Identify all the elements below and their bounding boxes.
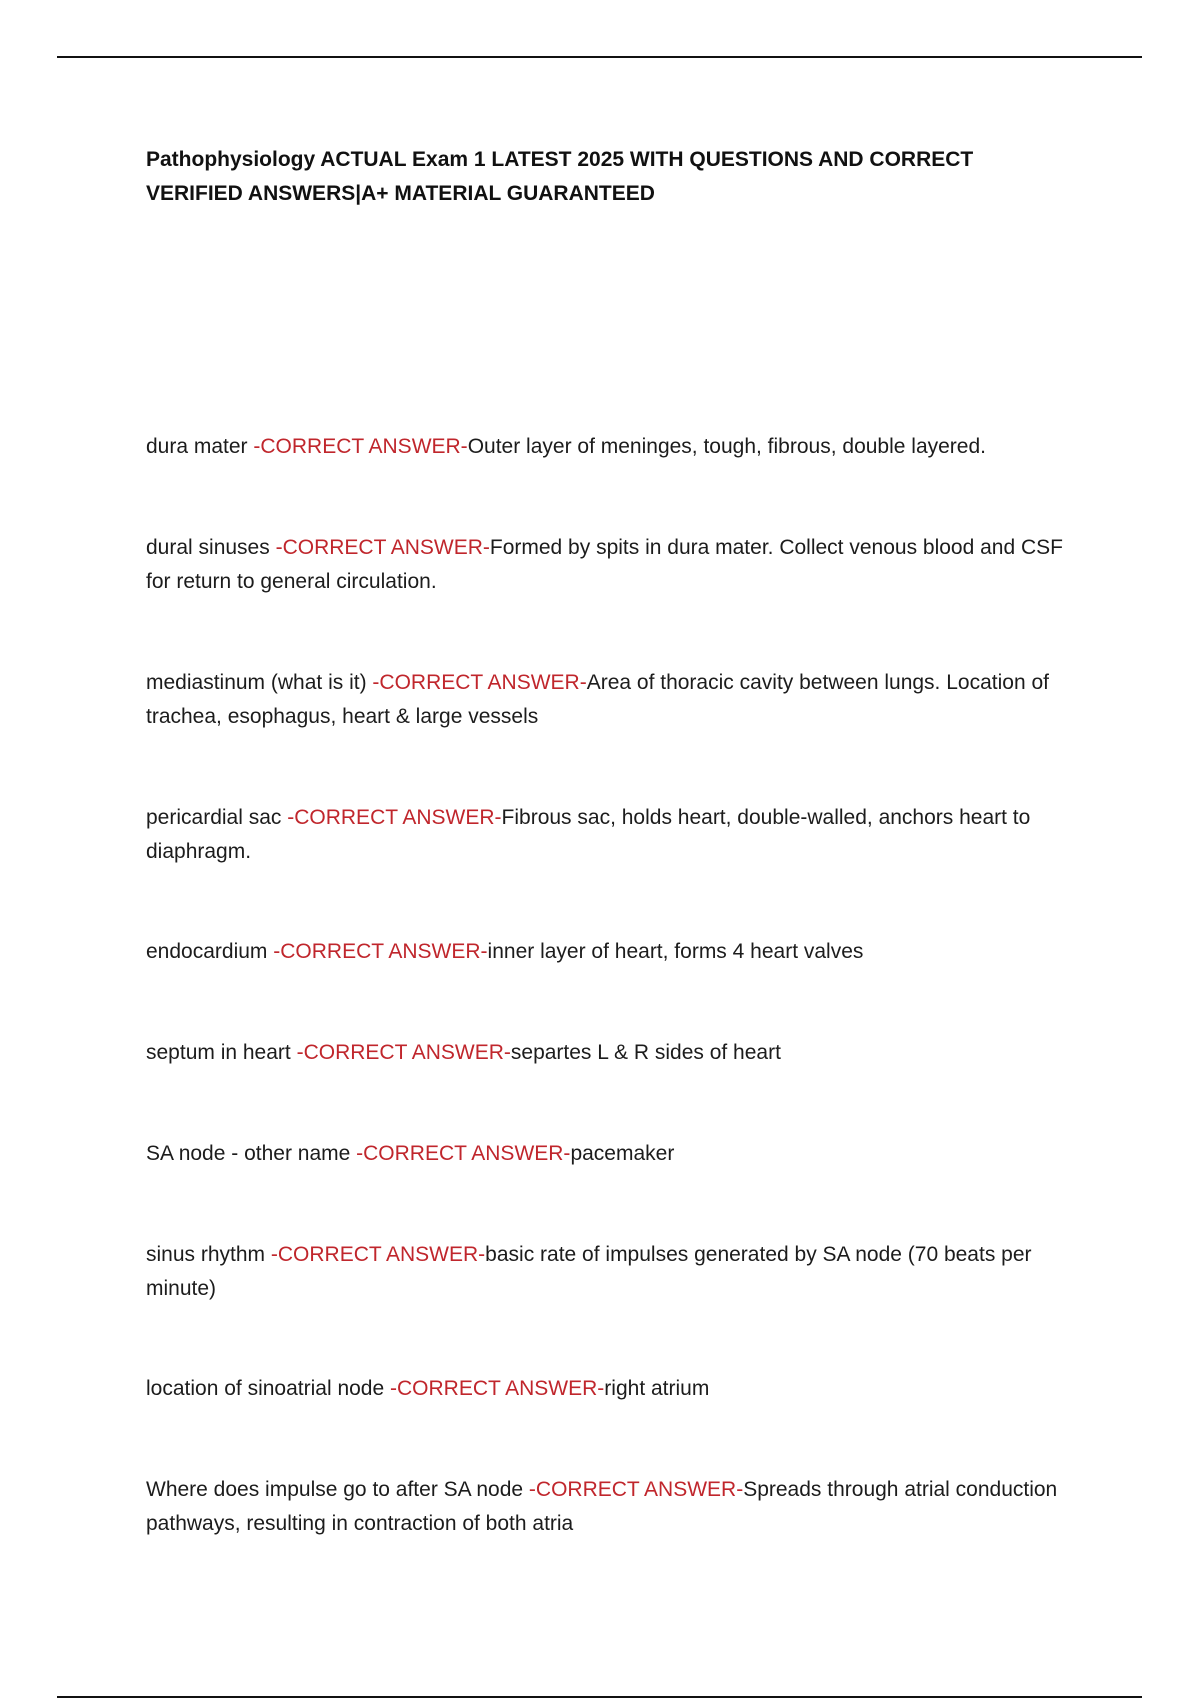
correct-answer-marker: -CORRECT ANSWER- (270, 1243, 486, 1266)
qa-answer: inner layer of heart, forms 4 heart valves (487, 940, 864, 963)
correct-answer-marker: -CORRECT ANSWER- (253, 435, 468, 458)
correct-answer-marker: -CORRECT ANSWER- (356, 1142, 571, 1165)
qa-term: dural sinuses (146, 536, 276, 559)
qa-entry (146, 666, 1066, 734)
qa-entry (146, 1238, 1066, 1306)
qa-entry (146, 531, 1066, 599)
qa-entry (146, 935, 1066, 969)
qa-term: SA node - other name (146, 1142, 357, 1165)
correct-answer-marker: -CORRECT ANSWER- (296, 1041, 511, 1064)
qa-term: mediastinum (what is it) (146, 671, 373, 694)
qa-answer: Outer layer of meninges, tough, fibrous, double layered. (467, 435, 986, 458)
top-rule (57, 56, 1142, 58)
qa-answer: separtes L & R sides of heart (510, 1041, 781, 1064)
qa-entry (146, 1137, 1066, 1171)
qa-answer: Area of thoracic cavity between lungs. Location of trachea, esophagus, heart & large vessels (146, 671, 1049, 728)
qa-term: endocardium (146, 940, 274, 963)
qa-entry (146, 1036, 1066, 1070)
document-title: Pathophysiology ACTUAL Exam 1 LATEST 2025 WITH QUESTIONS AND CORRECT VERIFIED ANSWERS|A+ MATERIAL GUARANTEED (146, 148, 974, 205)
qa-term: Where does impulse go to after SA node (146, 1478, 529, 1501)
bottom-rule (57, 1696, 1142, 1698)
correct-answer-marker: -CORRECT ANSWER- (273, 940, 488, 963)
correct-answer-marker: -CORRECT ANSWER- (390, 1377, 605, 1400)
qa-term: location of sinoatrial node (146, 1377, 390, 1400)
qa-entry (146, 430, 1066, 464)
qa-answer: Spreads through atrial conduction pathways, resulting in contraction of both atria (146, 1478, 1058, 1535)
qa-term: sinus rhythm (146, 1243, 271, 1266)
qa-answer: basic rate of impulses generated by SA node (70 beats per minute) (146, 1243, 1032, 1300)
correct-answer-marker: -CORRECT ANSWER- (372, 671, 587, 694)
qa-term: pericardial sac (146, 806, 288, 829)
qa-answer: pacemaker (570, 1142, 675, 1165)
correct-answer-marker: -CORRECT ANSWER- (275, 536, 490, 559)
correct-answer-marker: -CORRECT ANSWER- (287, 806, 502, 829)
qa-entry (146, 1372, 1066, 1406)
qa-answer: right atrium (604, 1377, 710, 1400)
qa-answer: Formed by spits in dura mater. Collect venous blood and CSF for return to general circulation. (146, 536, 1063, 593)
qa-term: septum in heart (146, 1041, 297, 1064)
qa-entry (146, 1473, 1066, 1541)
correct-answer-marker: -CORRECT ANSWER- (528, 1478, 744, 1501)
qa-entry (146, 801, 1066, 869)
qa-answer: Fibrous sac, holds heart, double-walled, anchors heart to diaphragm. (146, 806, 1031, 863)
qa-term: dura mater (146, 435, 254, 458)
